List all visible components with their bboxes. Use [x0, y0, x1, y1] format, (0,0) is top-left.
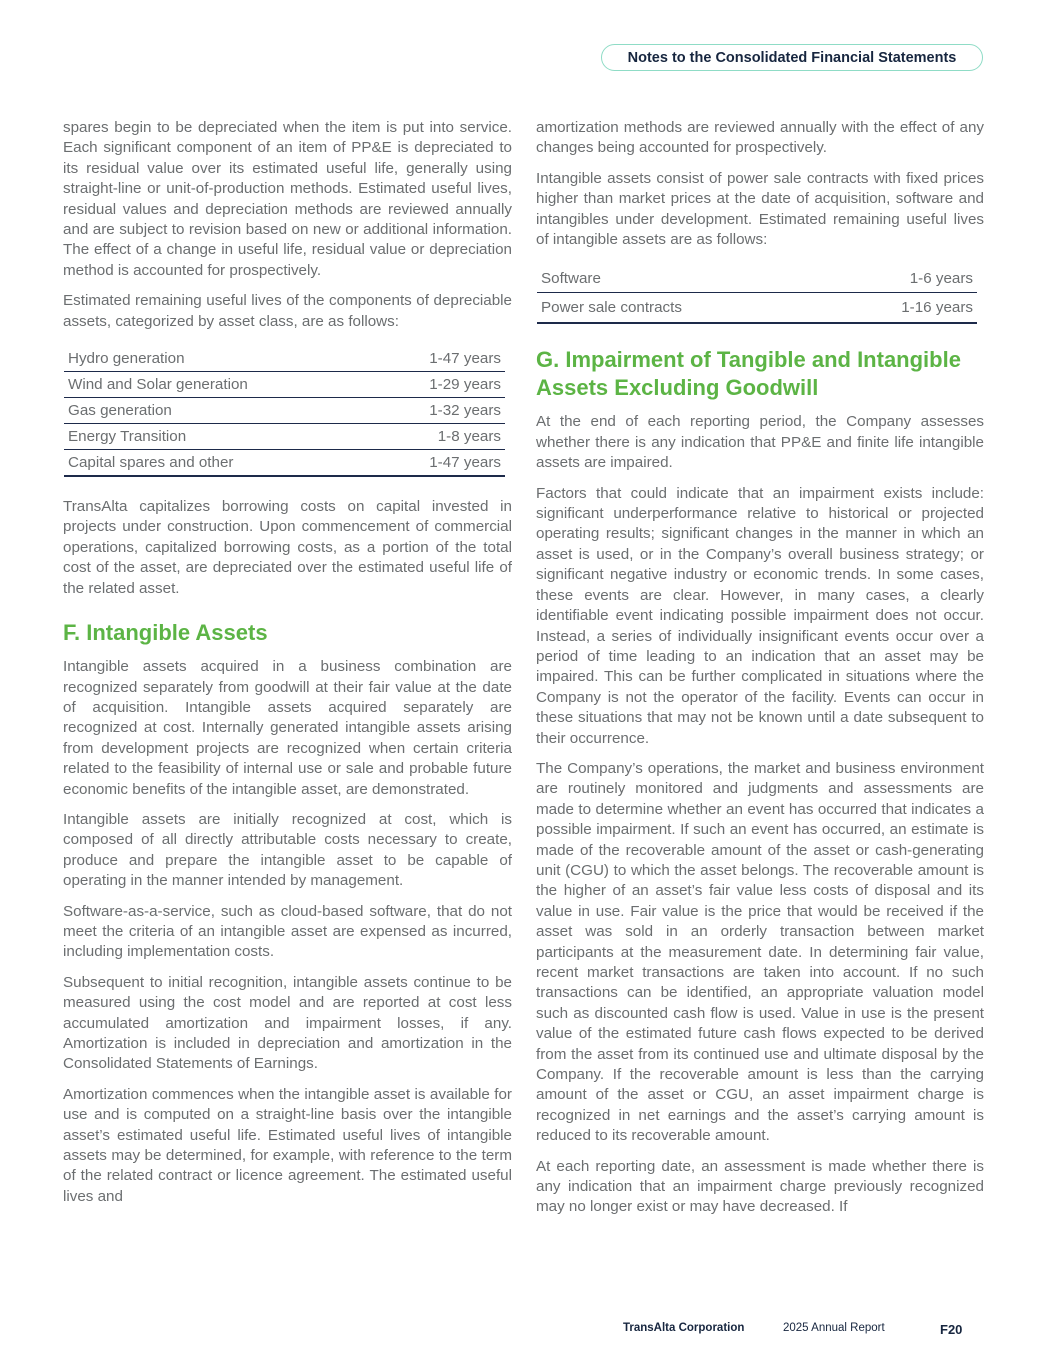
- useful-life-value: 1-29 years: [429, 376, 501, 394]
- paragraph: Intangible assets are initially recognized at cost, which is composed of all directly attributable costs necessary to create, produce and prepare the intangible asset to be capable of operating in the manner intended by management.: [63, 810, 512, 890]
- table-row: [64, 372, 505, 398]
- paragraph: At each reporting date, an assessment is made whether there is any indication that an impairment charge previously recognized may no longer exist or may have decreased. If: [536, 1157, 984, 1216]
- intangible-lives-table: [537, 264, 977, 324]
- table-row: [64, 346, 505, 372]
- useful-life-value: 1-8 years: [437, 428, 501, 446]
- paragraph: Amortization commences when the intangible asset is available for use and is computed on a straight-line basis over the intangible asset’s estimated useful life. Estimated useful lives of intangible assets may be determined, for example, with reference to the term of the related contract or licence agreement. The estimated useful lives and: [63, 1085, 512, 1205]
- paragraph: The Company’s operations, the market and business environment are routinely monitored and judgments and assessments are made to determine whether an event has occurred that indicates a possible impairment. If such an event has occurred, an estimate is made of the recoverable amount of the asset or cash-generating unit (CGU) to which the asset belongs. The recoverable amount is the higher of an asset’s fair value less costs of disposal and its value in use. Fair value is the price that would be received if the asset was sold in an orderly transaction between market participants at the measurement date. In determining fair value, recent market transactions are taken into account. If no such transactions can be identified, an appropriate valuation model such as discounted cash flow is used. Value in use is the present value of the estimated future cash flows expected to be derived from the asset from its continued use and ultimate disposal by the Company. If the recoverable amount is less than the carrying amount of the asset or CGU, an asset impairment charge is recognized in net earnings and the asset’s carrying amount is reduced to its recoverable amount.: [536, 759, 984, 1145]
- intangible-class-label: Software: [541, 269, 601, 287]
- paragraph: Estimated remaining useful lives of the components of depreciable assets, categorized by asset class, are as follows:: [63, 292, 512, 330]
- paragraph: Software-as-a-service, such as cloud-based software, that do not meet the criteria of an intangible asset are expensed as incurred, including implementation costs.: [63, 902, 512, 961]
- asset-class-label: Capital spares and other: [68, 454, 234, 472]
- page-number: F20: [940, 1322, 963, 1337]
- table-row: [64, 424, 505, 450]
- paragraph: spares begin to be depreciated when the item is put into service. Each significant component of an item of PP&E is depreciated to its residual value over its estimated useful life, generally using straight-line or unit-of-production methods. Estimated useful lives, residual values and depreciation methods are reviewed annually and are subject to revision based on new or additional information. The effect of a change in useful life, residual value or depreciation method is accounted for prospectively.: [63, 119, 512, 279]
- useful-life-value: 1-6 years: [909, 269, 973, 287]
- useful-life-value: 1-47 years: [429, 454, 501, 472]
- paragraph: amortization methods are reviewed annually with the effect of any changes being accounted for prospectively.: [536, 119, 984, 157]
- footer-report-title: 2025 Annual Report: [783, 1322, 885, 1334]
- useful-life-value: 1-16 years: [901, 299, 973, 317]
- section-heading-f: F. Intangible Assets: [63, 620, 268, 646]
- table-row: [537, 264, 977, 293]
- footer-company: TransAlta Corporation: [623, 1322, 745, 1334]
- asset-class-label: Energy Transition: [68, 428, 187, 446]
- table-row: [64, 450, 505, 477]
- table-row: [537, 293, 977, 324]
- asset-lives-table: [64, 346, 505, 477]
- asset-class-label: Hydro generation: [68, 350, 185, 368]
- section-header-pill: [601, 44, 983, 71]
- intangible-class-label: Power sale contracts: [541, 299, 682, 317]
- table-row: [64, 398, 505, 424]
- right-column: [536, 118, 984, 1228]
- paragraph: Factors that could indicate that an impairment exists include: significant underperformance relative to historical or projected operating results; significant changes in the manner in which an asset is used, or in the Company’s overall business strategy; or significant negative industry or economic trends. In some cases, these events are clear. However, in many cases, a clearly identifiable event indicating possible impairment does not occur. Instead, a series of individually insignificant events occur over a period of time leading to an indication that an asset may be impaired. This can be further complicated in situations where the Company is not the operator of the facility. Events can occur in these situations that may not be known until a date subsequent to their occurrence.: [536, 484, 984, 747]
- paragraph: Intangible assets acquired in a business combination are recognized separately from goodwill at their fair value at the date of acquisition. Intangible assets acquired separately are recognized at cost. Internally generated intangible assets arising from development projects are recognized when certain criteria related to the feasibility of internal use or sale and probable future economic benefits of the intangible asset, are demonstrated.: [63, 658, 512, 798]
- section-header-title: Notes to the Consolidated Financial Statements: [627, 49, 957, 66]
- useful-life-value: 1-32 years: [429, 402, 501, 420]
- left-column: [63, 118, 512, 1217]
- paragraph: Intangible assets consist of power sale contracts with fixed prices higher than market prices at the date of acquisition, software and intangibles under development. Estimated remaining useful lives of intangible assets are as follows:: [536, 169, 984, 249]
- asset-class-label: Wind and Solar generation: [68, 376, 248, 394]
- paragraph: Subsequent to initial recognition, intangible assets continue to be measured using the cost model and are reported at cost less accumulated amortization and impairment losses, if any. Amortization is included in depreciation and amortization in the Consolidated Statements of Earnings.: [63, 973, 512, 1073]
- asset-class-label: Gas generation: [68, 402, 172, 420]
- section-heading-g: G. Impairment of Tangible and Intangible Assets Excluding Goodwill: [536, 347, 961, 401]
- useful-life-value: 1-47 years: [429, 350, 501, 368]
- paragraph: At the end of each reporting period, the Company assesses whether there is any indication that PP&E and finite life intangible assets are impaired.: [536, 413, 984, 472]
- paragraph: TransAlta capitalizes borrowing costs on capital invested in projects under construction. Upon commencement of commercial operations, capitalized borrowing costs, as a portion of the total cost of the asset, are depreciated over the estimated useful life of the related asset.: [63, 498, 512, 597]
